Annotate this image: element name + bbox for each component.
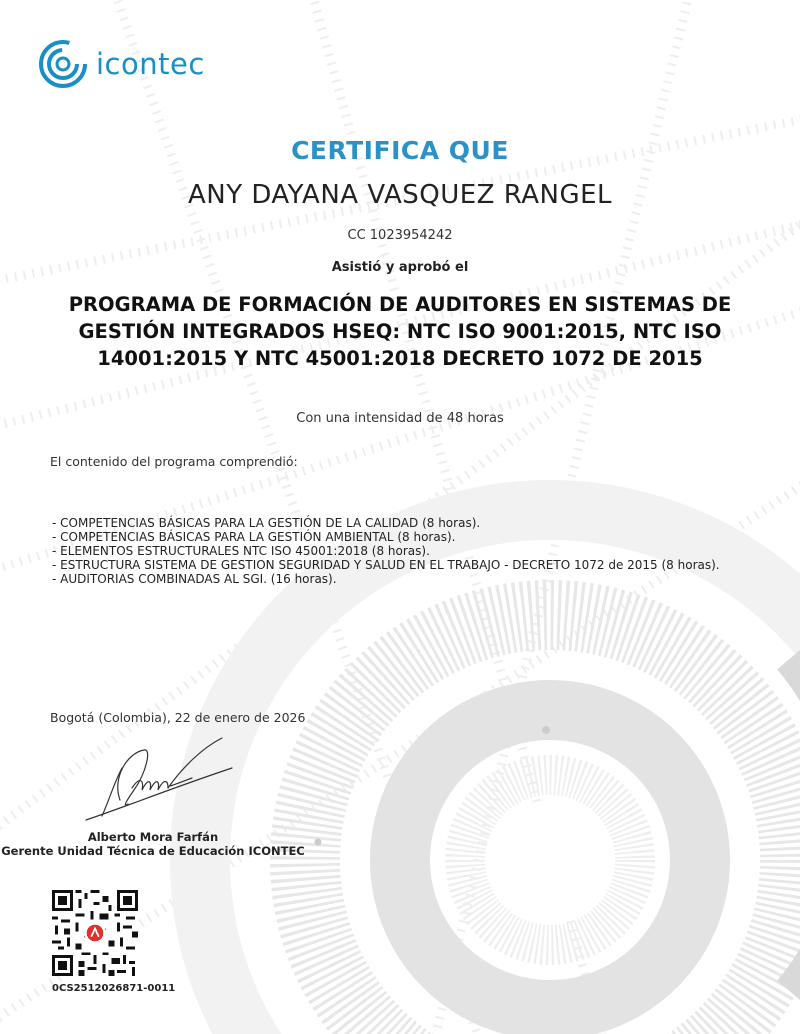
attended-text: Asistió y aprobó el [331, 260, 469, 275]
signer-block [0, 830, 306, 858]
signer-title: Gerente Unidad Técnica de Educación ICONTEC [1, 844, 305, 858]
module-item: - COMPETENCIAS BÁSICAS PARA LA GESTIÓN AMBIENTAL (8 horas). [52, 530, 456, 544]
certificate-code: 0CS2512026871-0011 [52, 983, 176, 994]
program-title: PROGRAMA DE FORMACIÓN DE AUDITORES EN SISTEMAS DE GESTIÓN INTEGRADOS HSEQ: NTC ISO 9001:2015, NTC ISO 14001:2015 Y NTC 45001:2018 DECRETO 1072 DE 2015 [68, 293, 732, 370]
icontec-logo-icon [36, 37, 90, 91]
module-item: - ESTRUCTURA SISTEMA DE GESTION SEGURIDAD Y SALUD EN EL TRABAJO - DECRETO 1072 de 2015 (8 horas). [52, 558, 720, 572]
intensity-text: Con una intensidad de 48 horas [296, 411, 504, 426]
module-item: - AUDITORIAS COMBINADAS AL SGI. (16 horas). [52, 572, 337, 586]
signature-image [82, 728, 247, 828]
module-item: - ELEMENTOS ESTRUCTURALES NTC ISO 45001:2018 (8 horas). [52, 544, 430, 558]
module-list [50, 516, 750, 586]
icontec-logo [36, 38, 205, 90]
place-date: Bogotá (Colombia), 22 de enero de 2026 [50, 710, 306, 725]
recipient-name: ANY DAYANA VASQUEZ RANGEL [187, 180, 613, 210]
module-item: - COMPETENCIAS BÁSICAS PARA LA GESTIÓN DE LA CALIDAD (8 horas). [52, 516, 481, 530]
recipient-id: CC 1023954242 [347, 228, 453, 243]
qr-code[interactable] [52, 890, 138, 976]
brand-name: icontec [96, 47, 205, 81]
certifies-heading: CERTIFICA QUE [291, 136, 509, 165]
signer-name: Alberto Mora Farfán [87, 830, 219, 844]
content-label: El contenido del programa comprendió: [50, 454, 298, 469]
